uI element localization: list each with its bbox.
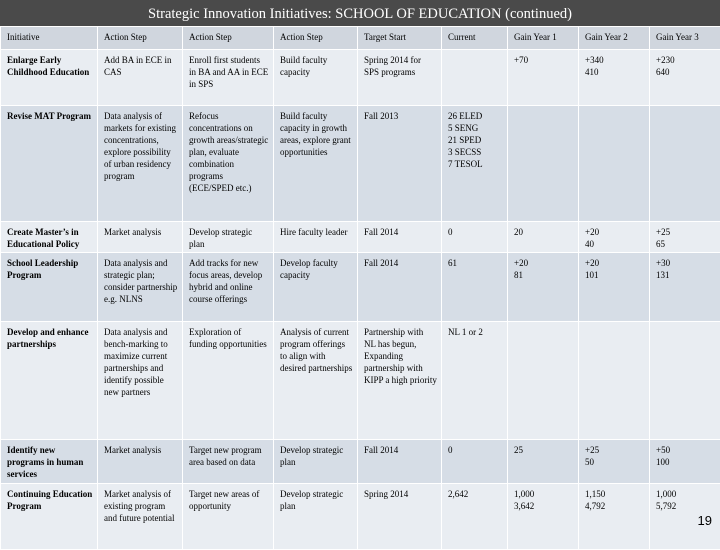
table-cell: 0 xyxy=(442,440,508,484)
table-cell: Fall 2013 xyxy=(358,106,442,222)
table-cell: NL 1 or 2 xyxy=(442,322,508,440)
table-cell xyxy=(579,106,650,222)
table-cell: +20 40 xyxy=(579,222,650,253)
table-cell: 20 xyxy=(508,222,579,253)
initiative-cell: Enlarge Early Childhood Education xyxy=(1,50,98,106)
table-cell: Data analysis and bench-marking to maximize current partnerships and identify possible new partners xyxy=(98,322,183,440)
table-cell: Build faculty capacity xyxy=(274,50,358,106)
table-cell: Fall 2014 xyxy=(358,440,442,484)
table-cell: Spring 2014 xyxy=(358,484,442,550)
table-cell: +20 81 xyxy=(508,253,579,322)
table-cell: +70 xyxy=(508,50,579,106)
table-cell xyxy=(579,322,650,440)
header-cell: Current xyxy=(442,27,508,50)
table-cell: +30 131 xyxy=(650,253,720,322)
table-cell: Spring 2014 for SPS programs xyxy=(358,50,442,106)
table-cell: Fall 2014 xyxy=(358,253,442,322)
table-cell: +230 640 xyxy=(650,50,720,106)
slide-title: Strategic Innovation Initiatives: SCHOOL OF EDUCATION (continued) xyxy=(0,0,720,26)
table-cell: Enroll first students in BA and AA in ECE in SPS xyxy=(183,50,274,106)
table-cell: Develop strategic plan xyxy=(183,222,274,253)
table-cell: +50 100 xyxy=(650,440,720,484)
table-cell: Market analysis xyxy=(98,440,183,484)
table-row xyxy=(1,106,720,222)
table-cell: 25 xyxy=(508,440,579,484)
table-cell: +20 101 xyxy=(579,253,650,322)
table-cell: +25 50 xyxy=(579,440,650,484)
header-cell: Action Step xyxy=(274,27,358,50)
table-cell: Target new areas of opportunity xyxy=(183,484,274,550)
table-cell: Data analysis and strategic plan; consider partnership e.g. NLNS xyxy=(98,253,183,322)
table-cell: Target new program area based on data xyxy=(183,440,274,484)
table-row xyxy=(1,322,720,440)
table-cell: 61 xyxy=(442,253,508,322)
table-cell: 2,642 xyxy=(442,484,508,550)
table-cell: Market analysis xyxy=(98,222,183,253)
table-cell: 26 ELED 5 SENG 21 SPED 3 SECSS 7 TESOL xyxy=(442,106,508,222)
table-cell: Market analysis of existing program and future potential xyxy=(98,484,183,550)
header-cell: Action Step xyxy=(98,27,183,50)
header-cell: Initiative xyxy=(1,27,98,50)
table-cell: Build faculty capacity in growth areas, explore grant opportunities xyxy=(274,106,358,222)
table-cell: Hire faculty leader xyxy=(274,222,358,253)
table-cell: Add tracks for new focus areas, develop hybrid and online course offerings xyxy=(183,253,274,322)
table-cell: 0 xyxy=(442,222,508,253)
table-cell: Data analysis of markets for existing concentrations, explore possibility of urban residency program xyxy=(98,106,183,222)
header-cell: Target Start xyxy=(358,27,442,50)
table-cell: Develop strategic plan xyxy=(274,484,358,550)
initiative-cell: Create Master’s in Educational Policy xyxy=(1,222,98,253)
table-cell: Add BA in ECE in CAS xyxy=(98,50,183,106)
table-cell xyxy=(508,106,579,222)
table-cell: 1,000 5,792 xyxy=(650,484,720,550)
table-cell xyxy=(650,322,720,440)
initiative-cell: Revise MAT Program xyxy=(1,106,98,222)
table-cell xyxy=(508,322,579,440)
header-cell: Gain Year 2 xyxy=(579,27,650,50)
initiative-cell: School Leadership Program xyxy=(1,253,98,322)
table-cell: Partnership with NL has begun, Expanding partnership with KIPP a high priority xyxy=(358,322,442,440)
table-cell xyxy=(650,106,720,222)
table-row xyxy=(1,440,720,484)
table-cell: 1,000 3,642 xyxy=(508,484,579,550)
page-number: 19 xyxy=(698,513,712,528)
initiatives-table xyxy=(0,26,720,550)
table-cell xyxy=(442,50,508,106)
table-cell: Refocus concentrations on growth areas/strategic plan, evaluate combination programs (ECE/SPED etc.) xyxy=(183,106,274,222)
table-cell: Develop strategic plan xyxy=(274,440,358,484)
table-cell: Develop faculty capacity xyxy=(274,253,358,322)
initiative-cell: Develop and enhance partnerships xyxy=(1,322,98,440)
initiative-cell: Continuing Education Program xyxy=(1,484,98,550)
table-cell: Fall 2014 xyxy=(358,222,442,253)
initiative-cell: Identify new programs in human services xyxy=(1,440,98,484)
table-cell: Exploration of funding opportunities xyxy=(183,322,274,440)
table-row xyxy=(1,253,720,322)
header-cell: Gain Year 1 xyxy=(508,27,579,50)
table-header-row xyxy=(1,27,720,50)
table-row xyxy=(1,222,720,253)
header-cell: Action Step xyxy=(183,27,274,50)
table-row xyxy=(1,50,720,106)
table-cell: Analysis of current program offerings to align with desired partnerships xyxy=(274,322,358,440)
table-cell: 1,150 4,792 xyxy=(579,484,650,550)
header-cell: Gain Year 3 xyxy=(650,27,720,50)
table-cell: +25 65 xyxy=(650,222,720,253)
table-cell: +340 410 xyxy=(579,50,650,106)
